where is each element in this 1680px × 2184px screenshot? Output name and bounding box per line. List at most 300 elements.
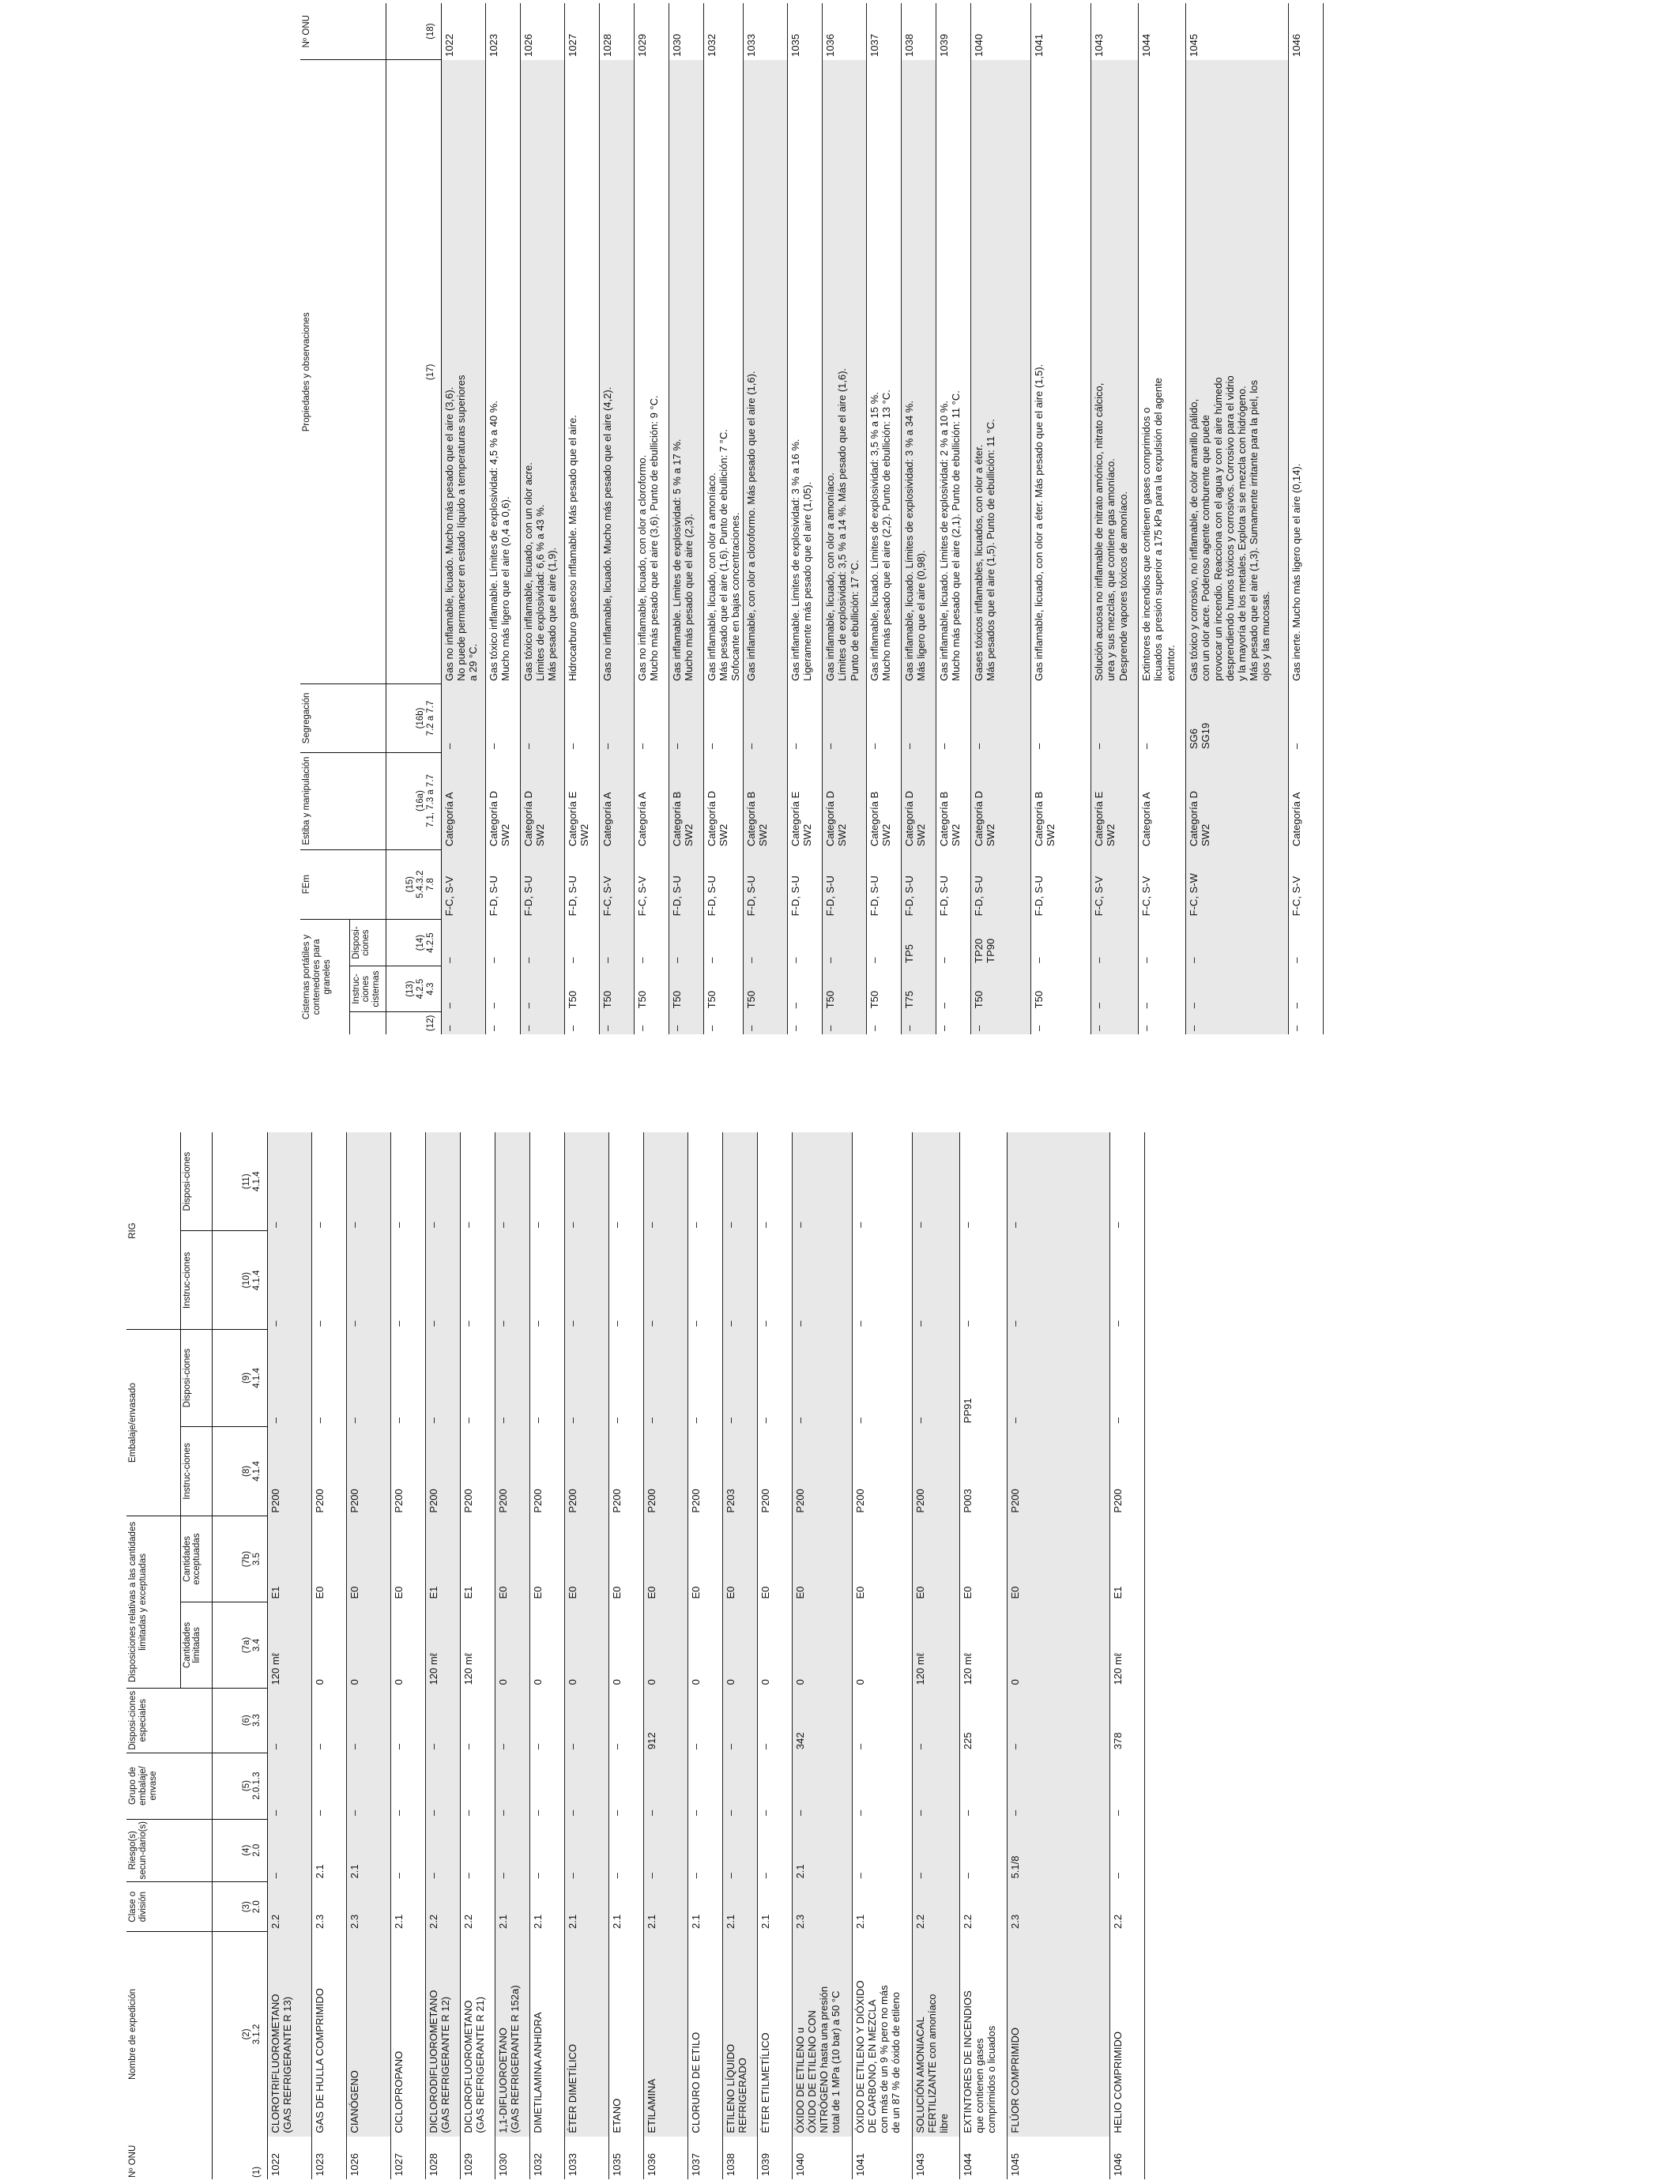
- subsidiary-risk-cell: 2.1: [346, 1819, 390, 1881]
- stowage-cell: Categoría B SW2: [669, 752, 703, 849]
- packing-instruction-cell: P200: [495, 1426, 529, 1516]
- subsidiary-risk-cell: –: [610, 1873, 623, 1879]
- packing-instruction-cell: P200: [912, 1426, 959, 1516]
- properties-cell: Gas no inflamable, licuado. Mucho más pesado que el aire (4,2).: [599, 60, 634, 684]
- properties-cell: Gas inflamable, licuado, con olor a amoníaco. Límites de explosividad: 3,5 % a 14 %. Más pesado que el aire (1,6). Punto de ebullición: 17 °C.: [823, 60, 867, 684]
- table-row: [267, 1132, 311, 2179]
- special-provisions-cell: –: [759, 1743, 771, 1750]
- subsidiary-risk-cell: 5.1/8: [1007, 1819, 1109, 1881]
- proper-shipping-name: DICLORODIFLUOROMETANO (GAS REFRIGERANTE R 12): [425, 1932, 460, 2137]
- stowage-cell: Categoría D SW2: [971, 752, 1031, 849]
- packing-provision-cell: –: [564, 1330, 608, 1427]
- dangerous-goods-list-left: [126, 1132, 1145, 2179]
- packing-provision-cell: –: [643, 1330, 687, 1427]
- col12-cell: –: [1186, 1011, 1289, 1034]
- ems-cell: F-C, S-V: [441, 849, 485, 919]
- packing-instruction-cell: P200: [392, 1489, 405, 1513]
- ibc-instruction-cell: –: [759, 1320, 771, 1327]
- un-number: 1045: [1007, 2137, 1109, 2179]
- special-provisions-cell: 225: [961, 1732, 974, 1750]
- ibc-provision-cell: –: [610, 1222, 623, 1228]
- proper-shipping-name: ÉTER DIMETÍLICO: [564, 1932, 608, 2137]
- ref-pg: (5) 2.0.1.3: [212, 1753, 267, 1819]
- packing-instruction-cell: P200: [564, 1426, 608, 1516]
- ibc-provision-cell: –: [346, 1132, 390, 1231]
- ibc-instruction-cell: –: [267, 1231, 311, 1330]
- stowage-cell: Categoría D SW2: [902, 752, 936, 849]
- packing-provision-cell: –: [313, 1417, 326, 1424]
- un-number-right: 1032: [703, 3, 744, 60]
- table-row: [959, 1132, 1007, 2179]
- un-number-right: 1023: [485, 3, 520, 60]
- un-number: 1030: [495, 2137, 529, 2179]
- ems-cell: F-D, S-U: [566, 875, 578, 917]
- tank-provision-cell: TP5: [902, 919, 936, 966]
- table-row: [643, 1132, 687, 2179]
- col12-cell: –: [1033, 1025, 1045, 1031]
- tank-provision-cell: –: [1140, 957, 1153, 963]
- tank-instruction-cell: –: [1290, 1003, 1303, 1009]
- proper-shipping-name: ETILAMINA: [643, 1932, 687, 2137]
- segregation-cell: –: [868, 743, 881, 750]
- packing-group-cell: –: [643, 1753, 687, 1819]
- special-provisions-cell: –: [912, 1688, 959, 1753]
- subsidiary-risk-cell: –: [722, 1819, 757, 1881]
- ibc-provision-cell: –: [792, 1132, 852, 1231]
- ibc-instruction-cell: –: [722, 1231, 757, 1330]
- packing-instruction-cell: P200: [610, 1489, 623, 1513]
- special-provisions-cell: –: [425, 1688, 460, 1753]
- packing-group-cell: –: [564, 1753, 608, 1819]
- class-cell: 2.2: [912, 1881, 959, 1932]
- tank-provision-cell: –: [744, 919, 788, 966]
- header-tank-provisions: Disposi-ciones: [349, 919, 386, 966]
- tank-instruction-cell: –: [487, 1003, 499, 1009]
- un-number: 1028: [425, 2137, 460, 2179]
- stowage-cell: Categoría A: [441, 752, 485, 849]
- limited-quantity-cell: 0: [643, 1602, 687, 1689]
- ref-subrisk: (4) 2.0: [212, 1819, 267, 1881]
- ibc-provision-cell: –: [313, 1222, 326, 1228]
- ibc-instruction-cell: –: [853, 1320, 866, 1327]
- ref-class: (3) 2.0: [212, 1881, 267, 1932]
- segregation-cell: –: [635, 743, 648, 750]
- properties-cell: Gas inflamable, licuado, con olor a amoníaco. Más pesado que el aire (1,6). Punto de ebullición: 7 °C. Sofocante en bajas concentraciones.: [705, 429, 741, 681]
- ref-un: (1): [212, 2137, 267, 2179]
- un-number-right: 1044: [1139, 3, 1186, 60]
- packing-group-cell: –: [392, 1809, 405, 1817]
- ref-limited: (7a) 3.4: [212, 1602, 267, 1689]
- stowage-cell: Categoría D SW2: [823, 752, 867, 849]
- ems-cell: F-D, S-U: [823, 849, 867, 919]
- ibc-provision-cell: –: [912, 1132, 959, 1231]
- header-packing-instructions: Instruc-ciones: [180, 1426, 212, 1516]
- excepted-quantity-cell: E0: [564, 1516, 608, 1602]
- header-packing-provisions: Disposi-ciones: [180, 1330, 212, 1427]
- properties-cell: Gas inflamable, licuado. Límites de explosividad: 2 % a 10 %. Mucho más pesado que el aire (2,1). Punto de ebullición: 11 °C.: [938, 390, 962, 681]
- properties-cell: Gas no inflamable, licuado, con olor a cloroformo. Mucho más pesado que el aire (3,6). Punto de ebullición: 9 °C.: [635, 395, 660, 681]
- ref-props: (17): [386, 60, 441, 684]
- header-subrisk: Riesgo(s) secun-dario(s): [126, 1819, 212, 1881]
- packing-instruction-cell: P200: [853, 1489, 866, 1513]
- class-cell: 2.2: [1111, 1914, 1124, 1929]
- tank-instruction-cell: –: [520, 966, 564, 1011]
- ems-cell: F-C, S-V: [1091, 849, 1139, 919]
- class-cell: 2.3: [313, 1914, 326, 1929]
- tank-provision-cell: –: [635, 957, 648, 963]
- packing-instruction-cell: P203: [722, 1426, 757, 1516]
- special-provisions-cell: –: [392, 1743, 405, 1750]
- segregation-cell: –: [789, 743, 802, 750]
- ibc-instruction-cell: –: [792, 1231, 852, 1330]
- un-number: 1039: [757, 2137, 792, 2179]
- proper-shipping-name: ÓXIDO DE ETILENO Y DIÓXIDO DE CARBONO, EN MEZCLA con más de un 9 % pero no más de un 87 % de óxido de etileno: [853, 1980, 902, 2133]
- special-provisions-cell: –: [853, 1743, 866, 1750]
- ref-tank-p: (14) 4.2.5: [386, 919, 441, 966]
- tank-provision-cell: –: [669, 919, 703, 966]
- limited-quantity-cell: 120 mℓ: [425, 1602, 460, 1689]
- special-provisions-cell: –: [689, 1743, 702, 1750]
- tank-provision-cell: –: [789, 957, 802, 963]
- segregation-cell: –: [1140, 743, 1153, 750]
- un-number-right: 1027: [564, 3, 599, 60]
- segregation-cell: –: [566, 743, 578, 750]
- packing-group-cell: –: [313, 1809, 326, 1817]
- header-ibc-provisions: Disposi-ciones: [180, 1132, 212, 1231]
- ref-sp: (6) 3.3: [212, 1688, 267, 1753]
- segregation-cell: –: [1290, 743, 1303, 750]
- un-number-right: 1036: [823, 3, 867, 60]
- class-cell: 2.1: [610, 1914, 623, 1929]
- properties-cell: Gas inflamable. Límites de explosividad: 5 % a 17 %. Mucho más pesado que el aire (2,3).: [669, 60, 703, 684]
- limited-quantity-cell: 0: [495, 1602, 529, 1689]
- excepted-quantity-cell: E0: [1007, 1516, 1109, 1602]
- stowage-cell: Categoría D SW2: [520, 752, 564, 849]
- tank-provision-cell: –: [705, 957, 718, 963]
- segregation-cell: –: [938, 743, 951, 750]
- subsidiary-risk-cell: –: [961, 1873, 974, 1879]
- packing-group-cell: –: [610, 1809, 623, 1817]
- table-row: [608, 1132, 643, 2179]
- subsidiary-risk-cell: –: [853, 1873, 866, 1879]
- properties-cell: Gas inerte. Mucho más ligero que el aire (0,14).: [1290, 463, 1303, 681]
- proper-shipping-name: CIANÓGENO: [346, 1932, 390, 2137]
- ibc-provision-cell: –: [267, 1132, 311, 1231]
- class-cell: 2.1: [759, 1914, 771, 1929]
- tank-provision-cell: –: [1186, 919, 1289, 966]
- packing-group-cell: –: [346, 1753, 390, 1819]
- stowage-cell: Categoría D SW2: [705, 791, 729, 847]
- excepted-quantity-cell: E0: [961, 1586, 974, 1599]
- col12-cell: –: [669, 1011, 703, 1034]
- ibc-provision-cell: –: [461, 1222, 474, 1228]
- tank-provision-cell: –: [599, 919, 634, 966]
- tank-instruction-cell: T50: [744, 966, 788, 1011]
- excepted-quantity-cell: E1: [1111, 1586, 1124, 1599]
- proper-shipping-name: FLÚOR COMPRIMIDO: [1007, 1932, 1109, 2137]
- col12-cell: –: [868, 1025, 881, 1031]
- class-cell: 2.1: [495, 1881, 529, 1932]
- packing-instruction-cell: P200: [1007, 1426, 1109, 1516]
- ibc-provision-cell: –: [643, 1132, 687, 1231]
- header-properties: Propiedades y observaciones: [300, 60, 386, 684]
- packing-group-cell: –: [1007, 1753, 1109, 1819]
- limited-quantity-cell: 0: [689, 1679, 702, 1685]
- stowage-cell: Categoría B SW2: [938, 791, 962, 847]
- tank-provision-cell: –: [441, 919, 485, 966]
- table-row: [1007, 1132, 1109, 2179]
- col12-cell: –: [1091, 1011, 1139, 1034]
- ibc-provision-cell: –: [1111, 1222, 1124, 1228]
- ibc-instruction-cell: –: [610, 1320, 623, 1327]
- table-row: [564, 1132, 608, 2179]
- ibc-provision-cell: –: [425, 1132, 460, 1231]
- packing-provision-cell: –: [1007, 1330, 1109, 1427]
- header-ibc-group: RIG: [126, 1132, 180, 1330]
- ref-pi: (8) 4.1.4: [212, 1426, 267, 1516]
- ibc-instruction-cell: –: [564, 1231, 608, 1330]
- properties-cell: Gas inflamable, licuado. Límites de explosividad: 3 % a 34 %. Más ligero que el aire (0,98).: [902, 60, 936, 684]
- limited-quantity-cell: 120 mℓ: [1111, 1653, 1124, 1685]
- packing-group-cell: –: [1111, 1809, 1124, 1817]
- tank-provision-cell: –: [1290, 957, 1303, 963]
- class-cell: 2.1: [722, 1881, 757, 1932]
- subsidiary-risk-cell: –: [564, 1819, 608, 1881]
- header-un-right: Nº ONU: [300, 3, 386, 60]
- ibc-instruction-cell: –: [1007, 1231, 1109, 1330]
- table-row: [311, 1132, 346, 2179]
- limited-quantity-cell: 0: [792, 1602, 852, 1689]
- table-row: [902, 3, 936, 1034]
- packing-group-cell: –: [853, 1809, 866, 1817]
- excepted-quantity-cell: E0: [610, 1586, 623, 1599]
- un-number-right: 1046: [1289, 3, 1324, 60]
- col12-cell: –: [971, 1011, 1031, 1034]
- ref-excepted: (7b) 3.5: [212, 1516, 267, 1602]
- ibc-provision-cell: –: [531, 1222, 544, 1228]
- packing-provision-cell: PP91: [961, 1398, 974, 1424]
- tank-provision-cell: –: [938, 957, 951, 963]
- header-un: Nº ONU: [126, 2137, 212, 2179]
- properties-cell: Gas inflamable, con olor a cloroformo. Más pesado que el aire (1,6).: [744, 60, 788, 684]
- properties-cell: Gases tóxicos inflamables, licuados, con olor a éter. Más pesados que el aire (1,5). Punto de ebullición: 11 °C.: [971, 60, 1031, 684]
- packing-instruction-cell: P200: [346, 1426, 390, 1516]
- properties-cell: Gas no inflamable, licuado. Mucho más pesado que el aire (3,6). No puede permanecer en estado líquido a temperaturas superiores a 29 °C.: [441, 60, 485, 684]
- header-tank-group: Cisternas portátiles y contenedores para graneles: [300, 919, 349, 1034]
- un-number-right: 1045: [1186, 3, 1289, 60]
- un-number: 1036: [643, 2137, 687, 2179]
- ibc-instruction-cell: –: [461, 1320, 474, 1327]
- tank-instruction-cell: –: [1186, 966, 1289, 1011]
- tank-instruction-cell: T75: [902, 966, 936, 1011]
- ibc-provision-cell: –: [1007, 1132, 1109, 1231]
- ibc-instruction-cell: –: [1111, 1320, 1124, 1327]
- properties-cell: Gas tóxico y corrosivo, no inflamable, de color amarillo pálido, con un olor acre. Poderoso agente comburente que puede provocar un incendio. Reacciona con el agua y con el aire húmedo desprendiendo humos tóxicos y corrosivos. Corrosivo para el vidrio y la mayoría de los metales. Explota si se mezcla con hidrógeno. Más pesado que el aire (1,3). Sumamente irritante para la piel, los ojos y las mucosas.: [1186, 60, 1289, 684]
- stowage-cell: Categoría A: [1140, 792, 1153, 847]
- packing-group-cell: –: [722, 1753, 757, 1819]
- table-row: [425, 1132, 460, 2179]
- stowage-cell: Categoría D SW2: [487, 791, 511, 847]
- col12-cell: –: [823, 1011, 867, 1034]
- segregation-cell: –: [441, 684, 485, 752]
- table-row: [687, 1132, 722, 2179]
- class-cell: 2.3: [1007, 1881, 1109, 1932]
- excepted-quantity-cell: E0: [792, 1516, 852, 1602]
- table-row: [852, 1132, 912, 2179]
- ibc-instruction-cell: –: [689, 1320, 702, 1327]
- subsidiary-risk-cell: –: [689, 1873, 702, 1879]
- class-cell: 2.1: [564, 1881, 608, 1932]
- un-number-right: 1030: [669, 3, 703, 60]
- segregation-cell: –: [669, 684, 703, 752]
- ems-cell: F-D, S-U: [669, 849, 703, 919]
- packing-group-cell: –: [689, 1809, 702, 1817]
- un-number-right: 1029: [634, 3, 669, 60]
- table-row: [971, 3, 1031, 1034]
- header-excepted: Cantidades exceptuadas: [180, 1516, 212, 1602]
- special-provisions-cell: 342: [792, 1688, 852, 1753]
- subsidiary-risk-cell: –: [461, 1873, 474, 1879]
- ref-ibc-p: (11) 4.1.4: [212, 1132, 267, 1231]
- header-col12: [349, 1011, 386, 1034]
- packing-provision-cell: –: [689, 1417, 702, 1424]
- class-cell: 2.1: [531, 1914, 544, 1929]
- header-packing-group: Grupo de embalaje/ envase: [126, 1753, 212, 1819]
- ems-cell: F-C, S-V: [1140, 875, 1153, 917]
- limited-quantity-cell: 0: [610, 1679, 623, 1685]
- special-provisions-cell: 378: [1111, 1732, 1124, 1750]
- table-row: [564, 3, 599, 1034]
- un-number-right: 1033: [744, 3, 788, 60]
- packing-instruction-cell: P003: [961, 1489, 974, 1513]
- excepted-quantity-cell: E0: [722, 1516, 757, 1602]
- ems-cell: F-C, S-V: [1290, 875, 1303, 917]
- subsidiary-risk-cell: –: [267, 1819, 311, 1881]
- tank-provision-cell: –: [823, 919, 867, 966]
- special-provisions-cell: –: [722, 1688, 757, 1753]
- un-number: 1029: [460, 2137, 495, 2179]
- packing-provision-cell: –: [610, 1417, 623, 1424]
- class-cell: 2.1: [689, 1914, 702, 1929]
- tank-instruction-cell: T50: [823, 966, 867, 1011]
- limited-quantity-cell: 0: [759, 1679, 771, 1685]
- table-row: [346, 1132, 390, 2179]
- ibc-provision-cell: –: [495, 1132, 529, 1231]
- ibc-provision-cell: –: [564, 1132, 608, 1231]
- un-number: 1022: [267, 2137, 311, 2179]
- packing-provision-cell: –: [495, 1330, 529, 1427]
- packing-provision-cell: –: [912, 1330, 959, 1427]
- packing-provision-cell: –: [759, 1417, 771, 1424]
- excepted-quantity-cell: E0: [313, 1586, 326, 1599]
- ibc-provision-cell: –: [853, 1222, 866, 1228]
- un-number: 1023: [311, 2137, 346, 2179]
- tank-instruction-cell: –: [1140, 1003, 1153, 1009]
- table-row: [634, 3, 669, 1034]
- special-provisions-cell: –: [1007, 1688, 1109, 1753]
- ems-cell: F-D, S-U: [744, 849, 788, 919]
- tank-provision-cell: –: [1091, 919, 1139, 966]
- col12-cell: –: [938, 1025, 951, 1031]
- limited-quantity-cell: 120 mℓ: [961, 1653, 974, 1685]
- packing-group-cell: –: [792, 1753, 852, 1819]
- table-row: [703, 3, 744, 1034]
- proper-shipping-name: CICLOPROPANO: [392, 2050, 405, 2133]
- un-number-right: 1037: [867, 3, 902, 60]
- ems-cell: F-D, S-U: [868, 875, 881, 917]
- packing-group-cell: –: [461, 1809, 474, 1817]
- header-packaging-group: Embalaje/envasado: [126, 1330, 180, 1516]
- special-provisions-cell: –: [564, 1688, 608, 1753]
- excepted-quantity-cell: E0: [759, 1586, 771, 1599]
- table-row: [823, 3, 867, 1034]
- packing-group-cell: –: [425, 1753, 460, 1819]
- header-limited: Cantidades limitadas: [180, 1602, 212, 1689]
- header-segregation: Segregación: [300, 684, 386, 752]
- segregation-cell: –: [520, 684, 564, 752]
- ibc-provision-cell: –: [961, 1222, 974, 1228]
- col12-cell: –: [566, 1025, 578, 1031]
- ibc-instruction-cell: –: [495, 1231, 529, 1330]
- segregation-cell: –: [1091, 684, 1139, 752]
- stowage-cell: Categoría A: [1290, 792, 1303, 847]
- excepted-quantity-cell: E0: [392, 1586, 405, 1599]
- tank-provision-cell: –: [566, 957, 578, 963]
- segregation-cell: –: [705, 743, 718, 750]
- limited-quantity-cell: 120 mℓ: [267, 1602, 311, 1689]
- ems-cell: F-D, S-U: [1033, 875, 1045, 917]
- limited-quantity-cell: 0: [1007, 1602, 1109, 1689]
- special-provisions-cell: –: [313, 1743, 326, 1750]
- un-number: 1043: [912, 2137, 959, 2179]
- ibc-provision-cell: –: [689, 1222, 702, 1228]
- special-provisions-cell: –: [495, 1688, 529, 1753]
- limited-quantity-cell: 0: [722, 1602, 757, 1689]
- packing-provision-cell: –: [346, 1330, 390, 1427]
- ibc-instruction-cell: –: [531, 1320, 544, 1327]
- col12-cell: –: [705, 1025, 718, 1031]
- un-number: 1037: [687, 2137, 722, 2179]
- packing-instruction-cell: P200: [313, 1489, 326, 1513]
- ems-cell: F-C, S-W: [1186, 849, 1289, 919]
- un-number-right: 1043: [1091, 3, 1139, 60]
- class-cell: 2.3: [792, 1881, 852, 1932]
- packing-provision-cell: –: [531, 1417, 544, 1424]
- tank-provision-cell: TP20 TP90: [971, 919, 1031, 966]
- tank-instruction-cell: T50: [566, 990, 578, 1009]
- un-number-right: 1026: [520, 3, 564, 60]
- col12-cell: –: [635, 1025, 648, 1031]
- class-cell: 2.1: [853, 1914, 866, 1929]
- tank-instruction-cell: T50: [705, 990, 718, 1009]
- subsidiary-risk-cell: –: [912, 1819, 959, 1881]
- properties-cell: Hidrocarburo gaseoso inflamable. Más pesado que el aire.: [566, 415, 578, 681]
- table-row: [495, 1132, 529, 2179]
- packing-instruction-cell: P200: [1111, 1489, 1124, 1513]
- segregation-cell: –: [487, 743, 499, 750]
- ems-cell: F-D, S-U: [971, 849, 1031, 919]
- table-row: [390, 1132, 425, 2179]
- packing-provision-cell: –: [1111, 1417, 1124, 1424]
- packing-provision-cell: –: [392, 1417, 405, 1424]
- un-number-right: 1041: [1031, 3, 1091, 60]
- un-number: 1033: [564, 2137, 608, 2179]
- packing-group-cell: –: [759, 1809, 771, 1817]
- table-row: [1289, 3, 1324, 1034]
- packing-instruction-cell: P200: [689, 1489, 702, 1513]
- ref-seg: (16b) 7.2 a 7.7: [386, 684, 441, 752]
- proper-shipping-name: 1,1-DIFLUOROETANO (GAS REFRIGERANTE R 152a): [495, 1932, 529, 2137]
